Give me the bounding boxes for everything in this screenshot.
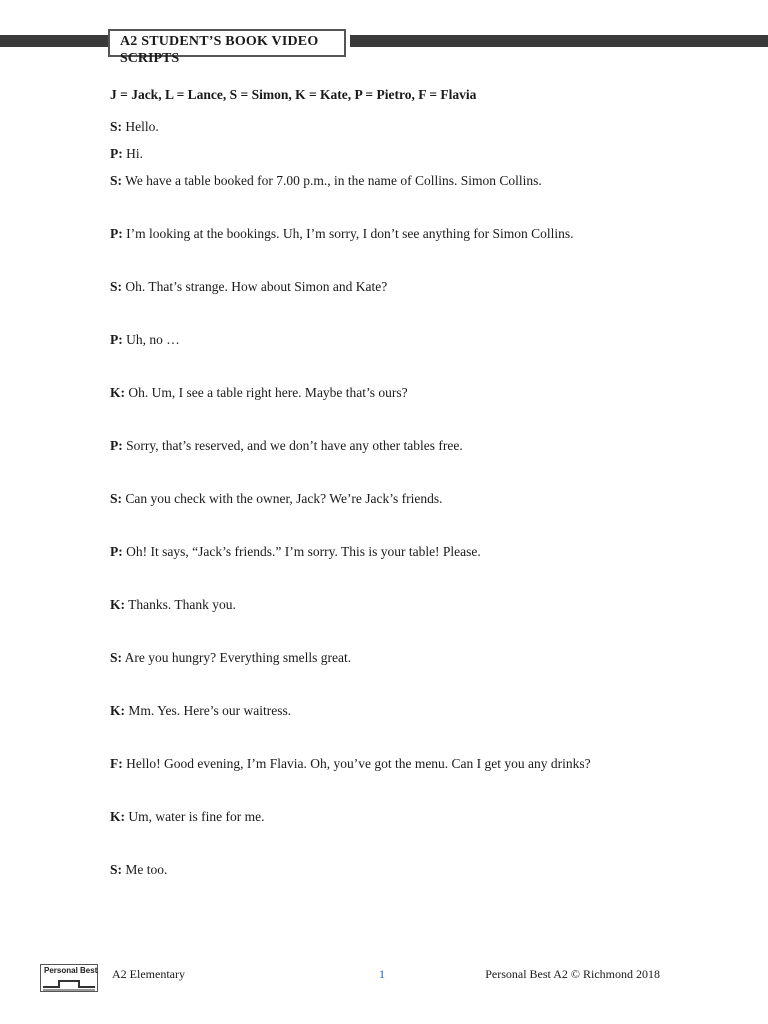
dialogue-text: Um, water is fine for me. (128, 809, 265, 824)
speaker-label: K: (110, 703, 125, 718)
dialogue-text: Oh! It says, “Jack’s friends.” I’m sorry. This is your table! Please. (126, 544, 481, 559)
dialogue-line (110, 489, 658, 508)
speaker-key: J = Jack, L = Lance, S = Simon, K = Kate, P = Pietro, F = Flavia (110, 87, 477, 102)
speaker-label: S: (110, 862, 123, 877)
speaker-label: P: (110, 544, 123, 559)
header-bar-right (350, 35, 768, 47)
speaker-label: P: (110, 226, 123, 241)
speaker-label: K: (110, 385, 125, 400)
dialogue-text: I’m looking at the bookings. Uh, I’m sorry, I don’t see anything for Simon Collins. (126, 226, 574, 241)
dialogue-text: Can you check with the owner, Jack? We’re Jack’s friends. (125, 491, 443, 506)
dialogue-line (110, 277, 658, 296)
logo-steps-icon (43, 977, 95, 991)
dialogue-line (110, 144, 658, 163)
speaker-label: F: (110, 756, 123, 771)
dialogue-line (110, 754, 658, 773)
speaker-label: P: (110, 332, 123, 347)
speaker-label: S: (110, 650, 123, 665)
dialogue-line (110, 171, 658, 190)
dialogue-text: We have a table booked for 7.00 p.m., in the name of Collins. Simon Collins. (125, 173, 542, 188)
dialogue-text: Uh, no … (126, 332, 180, 347)
page-footer (40, 964, 660, 994)
dialogue-line (110, 117, 658, 136)
dialogue-text: Hello! Good evening, I’m Flavia. Oh, you’ve got the menu. Can I get you any drinks? (126, 756, 591, 771)
header-bar-left (0, 35, 110, 47)
dialogue-line (110, 436, 658, 455)
personal-best-logo (40, 964, 98, 992)
dialogue-line (110, 330, 658, 349)
speaker-label: P: (110, 146, 123, 161)
dialogue-text: Thanks. Thank you. (128, 597, 236, 612)
dialogue-line (110, 383, 658, 402)
speaker-label: K: (110, 597, 125, 612)
dialogue-text: Mm. Yes. Here’s our waitress. (128, 703, 292, 718)
speaker-label: S: (110, 279, 123, 294)
dialogue-text: Oh. That’s strange. How about Simon and Kate? (125, 279, 388, 294)
dialogue-text: Oh. Um, I see a table right here. Maybe that’s ours? (128, 385, 408, 400)
dialogue-line (110, 595, 658, 614)
dialogue-text: Are you hungry? Everything smells great. (124, 650, 352, 665)
speaker-label: S: (110, 173, 123, 188)
speaker-label: S: (110, 491, 123, 506)
dialogue-line (110, 701, 658, 720)
dialogue-line (110, 542, 658, 561)
footer-level: A2 Elementary (112, 967, 185, 981)
page-title: A2 STUDENT’S BOOK VIDEO (120, 34, 319, 49)
dialogue-text: Hello. (125, 119, 159, 134)
script-content (110, 86, 658, 879)
page-number: 1 (379, 967, 385, 981)
dialogue-line (110, 648, 658, 667)
dialogue-line (110, 860, 658, 879)
dialogue-line (110, 807, 658, 826)
logo-text: Personal Best (44, 966, 98, 975)
footer-copyright: Personal Best A2 © Richmond 2018 (485, 967, 660, 981)
speaker-label: K: (110, 809, 125, 824)
header-title-box (108, 29, 346, 66)
dialogue-line (110, 224, 658, 243)
speaker-label: S: (110, 119, 123, 134)
dialogue-text: Hi. (126, 146, 143, 161)
dialogue-text: Me too. (125, 862, 168, 877)
speaker-label: P: (110, 438, 123, 453)
page-title-overflow: SCRIPTS (120, 51, 180, 66)
dialogue-text: Sorry, that’s reserved, and we don’t have any other tables free. (126, 438, 463, 453)
